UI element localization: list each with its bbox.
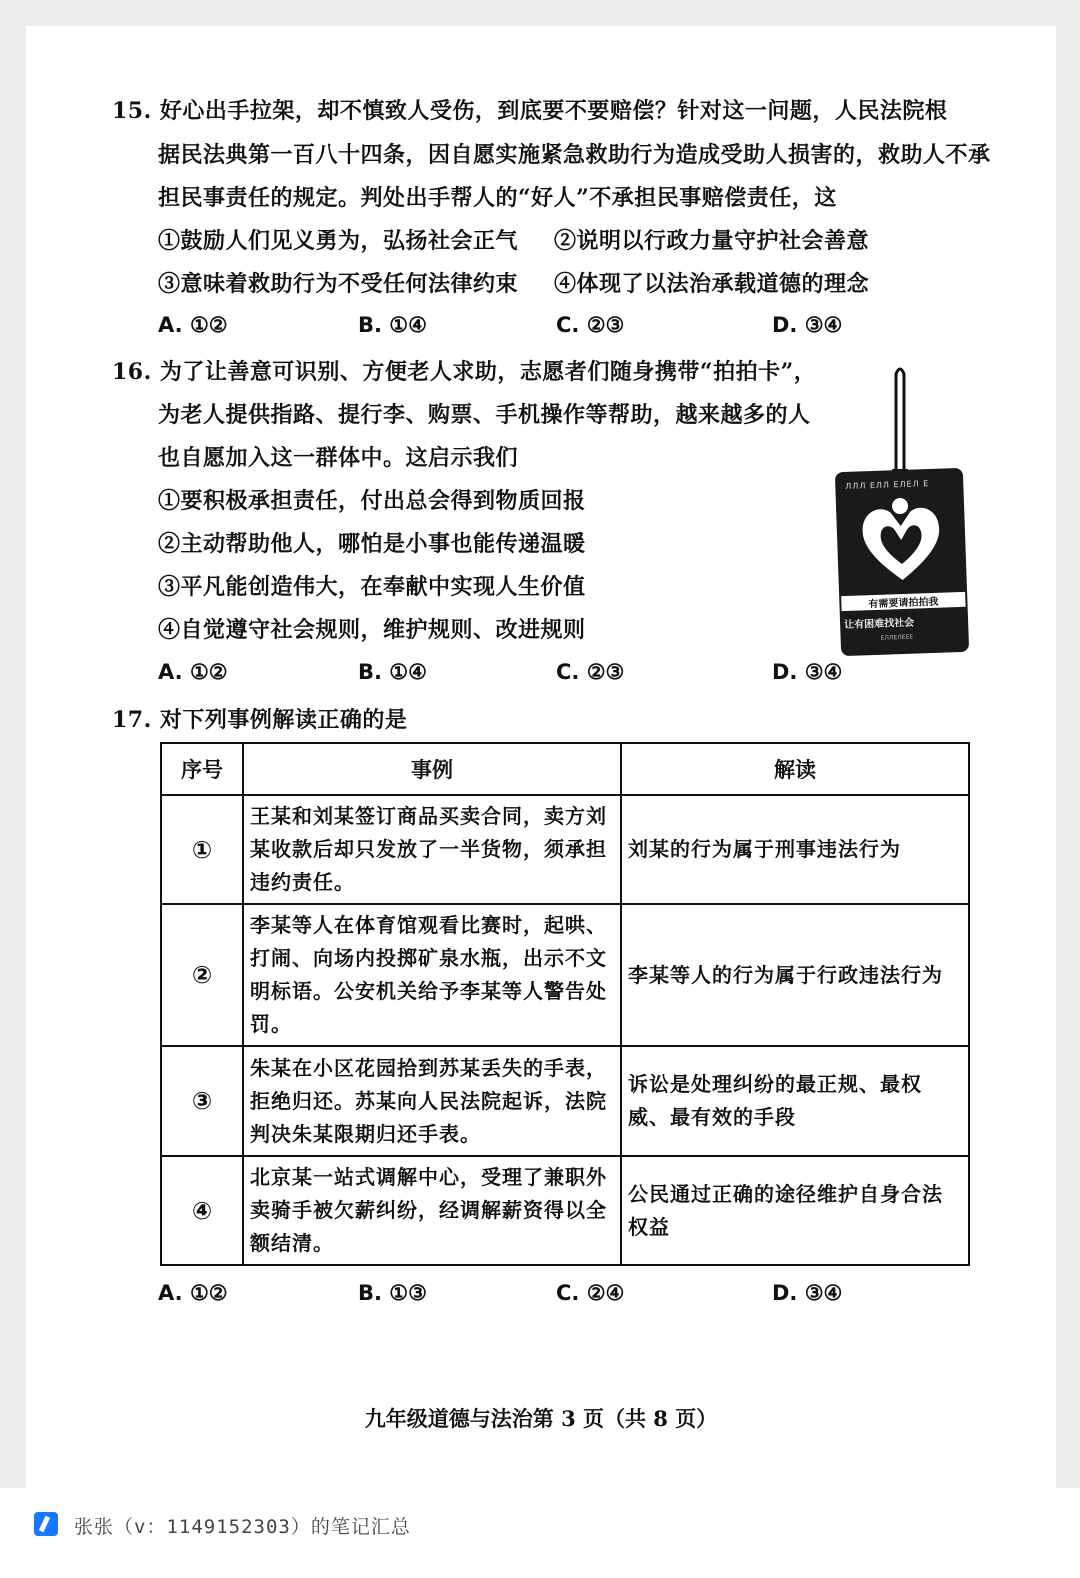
q15-line-3: 担民事责任的规定。判处出手帮人的“好人”不承担民事赔偿责任，这 [158,185,837,211]
q15-option-b: B. ①④ [358,312,427,337]
table-row [161,1156,969,1265]
q17-option-d: D. ③④ [772,1280,843,1305]
q15-statement-4: ④体现了以法治承载道德的理念 [554,271,870,297]
q15-statement-1: ①鼓励人们见义勇为，弘扬社会正气 [158,228,519,254]
table-header-row [161,743,969,795]
q17-stem: 17. 对下列事例解读正确的是 [112,707,408,733]
header-number: 序号 [161,743,243,795]
row-interpretation: 公民通过正确的途径维护自身合法权益 [621,1156,969,1265]
card-line-2: 让有困难找社会 [843,617,915,632]
row-number: ① [161,795,243,904]
row-number: ③ [161,1046,243,1156]
q16-option-d: D. ③④ [772,659,843,684]
page-footer: 九年级道德与法治第 3 页（共 8 页） [364,1406,718,1431]
q16-option-b: B. ①④ [358,659,427,684]
exam-page [26,26,1056,1488]
card-top-text: ЛЛЛ ЕЛЛ ЕЛЕЛ Е [845,479,930,491]
row-example: 北京某一站式调解中心，受理了兼职外卖骑手被欠薪纠纷，经调解薪资得以全额结清。 [243,1156,621,1265]
heart-logo-icon [858,495,945,588]
card-line-3: ЕЛЛЕЛЕЕЕ [880,633,914,642]
lanyard-icon [886,364,914,484]
q15-option-c: C. ②③ [556,312,625,337]
q17-option-a: A. ①② [158,1280,228,1305]
q15-option-d: D. ③④ [772,312,843,337]
header-example: 事例 [243,743,621,795]
q16-statement-2: ②主动帮助他人，哪怕是小事也能传递温暖 [158,531,586,557]
q16-option-a: A. ①② [158,659,228,684]
q16-statement-1: ①要积极承担责任，付出总会得到物质回报 [158,488,586,514]
q16-option-c: C. ②③ [556,659,625,684]
q16-line-3: 也自愿加入这一群体中。这启示我们 [158,445,519,471]
q16-line-1: 16. 为了让善意可识别、方便老人求助，志愿者们随身携带“拍拍卡”， [112,359,817,385]
watermark-text: 张张（v：1149152303）的笔记汇总 [74,1516,411,1538]
notes-app-icon [34,1512,58,1536]
q17-table [160,742,970,1266]
q16-statement-4: ④自觉遵守社会规则，维护规则、改进规则 [158,617,586,643]
row-interpretation: 李某等人的行为属于行政违法行为 [621,904,969,1046]
q16-statement-3: ③平凡能创造伟大，在奉献中实现人生价值 [158,574,586,600]
header-interpretation: 解读 [621,743,969,795]
paipai-card-image [838,364,978,664]
row-example: 王某和刘某签订商品买卖合同，卖方刘某收款后却只发放了一半货物，须承担违约责任。 [243,795,621,904]
table-row [161,904,969,1046]
q15-line-2: 据民法典第一百八十四条，因自愿实施紧急救助行为造成受助人损害的，救助人不承 [158,142,991,168]
q17-option-b: B. ①③ [358,1280,427,1305]
row-example: 朱某在小区花园拾到苏某丢失的手表，拒绝归还。苏某向人民法院起诉，法院判决朱某限期归还手表。 [243,1046,621,1156]
q15-option-a: A. ①② [158,312,228,337]
table-row [161,1046,969,1156]
card-line-1: 有需要请拍拍我 [841,592,965,611]
q17-option-c: C. ②④ [556,1280,625,1305]
row-number: ② [161,904,243,1046]
q15-statement-3: ③意味着救助行为不受任何法律约束 [158,271,519,297]
row-interpretation: 诉讼是处理纠纷的最正规、最权威、最有效的手段 [621,1046,969,1156]
table-row [161,795,969,904]
paipai-card [835,468,969,656]
row-number: ④ [161,1156,243,1265]
q15-statement-2: ②说明以行政力量守护社会善意 [554,228,870,254]
q15-line-1: 15. 好心出手拉架，却不慎致人受伤，到底要不要赔偿？针对这一问题，人民法院根 [112,98,948,124]
q16-line-2: 为老人提供指路、提行李、购票、手机操作等帮助，越来越多的人 [158,402,811,428]
row-interpretation: 刘某的行为属于刑事违法行为 [621,795,969,904]
row-example: 李某等人在体育馆观看比赛时，起哄、打闹、向场内投掷矿泉水瓶，出示不文明标语。公安机关给予李某等人警告处罚。 [243,904,621,1046]
